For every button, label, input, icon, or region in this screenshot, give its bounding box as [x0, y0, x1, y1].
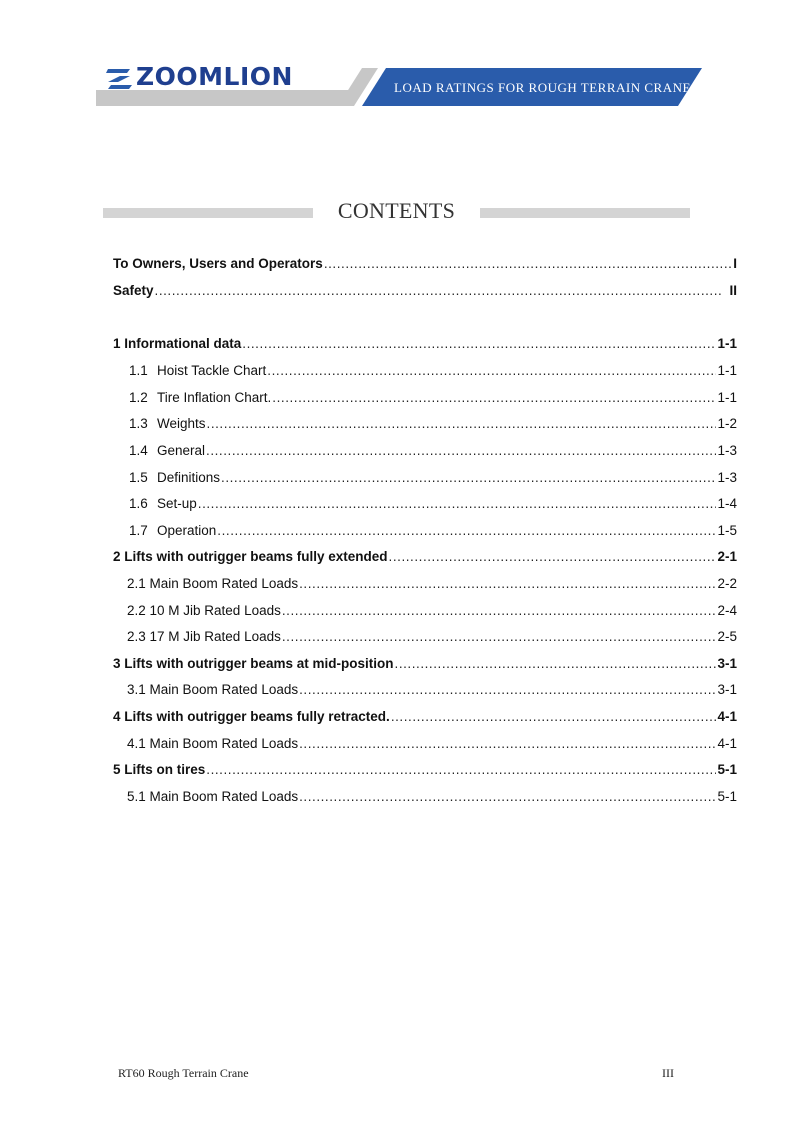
toc-entry-label — [129, 469, 220, 487]
dot-leader — [267, 362, 716, 380]
dot-leader — [299, 788, 716, 806]
toc-entry-label — [127, 575, 298, 593]
dot-leader — [155, 282, 729, 300]
toc-entry[interactable] — [113, 495, 737, 513]
toc-entry-text: Definitions — [157, 470, 221, 485]
dot-leader — [324, 255, 732, 273]
toc-entry-page: 1-1 — [717, 390, 737, 405]
toc-entry-number: 1.2 — [129, 390, 148, 405]
toc-entry-text: Safety — [113, 283, 154, 298]
dot-leader — [299, 735, 716, 753]
toc-entry-number: 1.5 — [129, 470, 148, 485]
heading-bar-right — [480, 208, 690, 218]
toc-entry-text: 1 Informational data — [113, 336, 242, 351]
toc-entry[interactable] — [113, 735, 737, 753]
toc-entry-page: 4-1 — [717, 736, 737, 751]
page-title: CONTENTS — [337, 198, 456, 223]
toc-entry[interactable] — [113, 362, 737, 380]
toc-entry-text: 5.1 Main Boom Rated Loads — [127, 789, 299, 804]
toc-entry-text: To Owners, Users and Operators — [113, 256, 323, 271]
toc-entry-page: 3-1 — [717, 656, 737, 671]
toc-entry[interactable] — [113, 415, 737, 433]
toc-entry-text: Tire Inflation Chart. — [157, 390, 272, 405]
toc-entry[interactable] — [113, 628, 737, 646]
dot-leader — [221, 469, 716, 487]
toc-entry-page: I — [733, 256, 737, 271]
dot-leader — [391, 708, 717, 726]
toc-entry-number: 1.3 — [129, 416, 148, 431]
toc-entry[interactable] — [113, 469, 737, 487]
toc-entry-page: 5-1 — [717, 789, 737, 804]
dot-leader — [299, 681, 716, 699]
toc-entry-page: 4-1 — [717, 709, 737, 724]
toc-entry-page: 2-1 — [717, 549, 737, 564]
dot-leader — [282, 628, 717, 646]
toc-entry-number: 1.6 — [129, 496, 148, 511]
toc-entry-text: 2.1 Main Boom Rated Loads — [127, 576, 299, 591]
toc-entry[interactable] — [113, 522, 737, 540]
zoomlion-logo-icon — [106, 68, 132, 90]
toc-entry-label — [127, 735, 298, 753]
toc-entry-page: II — [729, 283, 737, 298]
toc-entry-text: 2.2 10 M Jib Rated Loads — [127, 603, 281, 618]
toc-entry-label — [113, 761, 205, 779]
toc-entry-page: 3-1 — [717, 682, 737, 697]
toc-entry-label — [113, 282, 154, 300]
toc-entry[interactable] — [113, 655, 737, 673]
toc-entry[interactable] — [113, 255, 737, 273]
toc-entry-text: Operation — [157, 523, 217, 538]
toc-entry[interactable] — [113, 335, 737, 353]
toc-entry-label — [127, 681, 298, 699]
toc-entry-text: General — [157, 443, 206, 458]
toc-entry-label — [129, 415, 206, 433]
toc-entry[interactable] — [113, 548, 737, 566]
toc-entry-number: 1.4 — [129, 443, 148, 458]
dot-leader — [207, 415, 717, 433]
toc-entry[interactable] — [113, 761, 737, 779]
footer-title: RT60 Rough Terrain Crane — [118, 1066, 249, 1080]
toc-entry-page: 1-1 — [717, 363, 737, 378]
page-header — [96, 60, 706, 110]
dot-leader — [242, 335, 716, 353]
toc-entry-page: 2-2 — [717, 576, 737, 591]
dot-leader — [206, 442, 716, 460]
toc-entry-text: 5 Lifts on tires — [113, 762, 206, 777]
toc-entry-page: 2-4 — [717, 603, 737, 618]
toc-entry-page: 1-1 — [717, 336, 737, 351]
dot-leader — [198, 495, 717, 513]
logo-text: ZOOMLION — [136, 62, 293, 91]
toc-entry-label — [113, 255, 323, 273]
dot-leader — [299, 575, 716, 593]
toc-entry-text: 4 Lifts with outrigger beams fully retracted. — [113, 709, 390, 724]
toc-entry-text: 2.3 17 M Jib Rated Loads — [127, 629, 281, 644]
dot-leader — [217, 522, 716, 540]
toc-entry-number: 1.7 — [129, 523, 148, 538]
toc-entry[interactable] — [113, 681, 737, 699]
toc-entry-page: 1-3 — [717, 443, 737, 458]
toc-entry-page: 5-1 — [717, 762, 737, 777]
toc-entry-label — [113, 655, 394, 673]
toc-entry-text: Weights — [157, 416, 206, 431]
toc-entry-page: 1-2 — [717, 416, 737, 431]
toc-entry-label — [113, 708, 390, 726]
toc-entry-text: 4.1 Main Boom Rated Loads — [127, 736, 299, 751]
toc-entry[interactable] — [113, 282, 737, 300]
toc-entry-label — [127, 602, 281, 620]
heading-bar-left — [103, 208, 313, 218]
toc-entry[interactable] — [113, 442, 737, 460]
toc-entry[interactable] — [113, 389, 737, 407]
toc-entry-label — [113, 335, 241, 353]
toc-entry-text: 2 Lifts with outrigger beams fully extended — [113, 549, 388, 564]
toc-entry-text: 3 Lifts with outrigger beams at mid-position — [113, 656, 394, 671]
toc-entry-label — [127, 628, 281, 646]
toc-entry-page: 2-5 — [717, 629, 737, 644]
toc-entry-label — [129, 442, 205, 460]
toc-entry-text: 3.1 Main Boom Rated Loads — [127, 682, 299, 697]
dot-leader — [282, 602, 717, 620]
dot-leader — [389, 548, 717, 566]
toc-entry-page: 1-3 — [717, 470, 737, 485]
toc-entry-label — [129, 389, 271, 407]
toc-entry-label — [129, 495, 197, 513]
footer-page-number: III — [662, 1066, 674, 1080]
contents-heading — [103, 198, 691, 228]
toc-entry-number: 1.1 — [129, 363, 148, 378]
toc-entry-label — [113, 548, 388, 566]
dot-leader — [206, 761, 716, 779]
toc-entry-page: 1-5 — [717, 523, 737, 538]
toc-entry-label — [127, 788, 298, 806]
header-title: LOAD RATINGS FOR ROUGH TERRAIN CRANE — [394, 80, 691, 95]
toc-entry-label — [129, 522, 216, 540]
toc-entry-text: Hoist Tackle Chart — [157, 363, 267, 378]
toc-entry[interactable] — [113, 708, 737, 726]
toc-entry[interactable] — [113, 575, 737, 593]
toc-entry-text: Set-up — [157, 496, 197, 511]
toc-entry-page: 1-4 — [717, 496, 737, 511]
toc-entry[interactable] — [113, 788, 737, 806]
toc-entry-label — [129, 362, 266, 380]
toc-entry[interactable] — [113, 602, 737, 620]
dot-leader — [395, 655, 717, 673]
dot-leader — [272, 389, 716, 407]
